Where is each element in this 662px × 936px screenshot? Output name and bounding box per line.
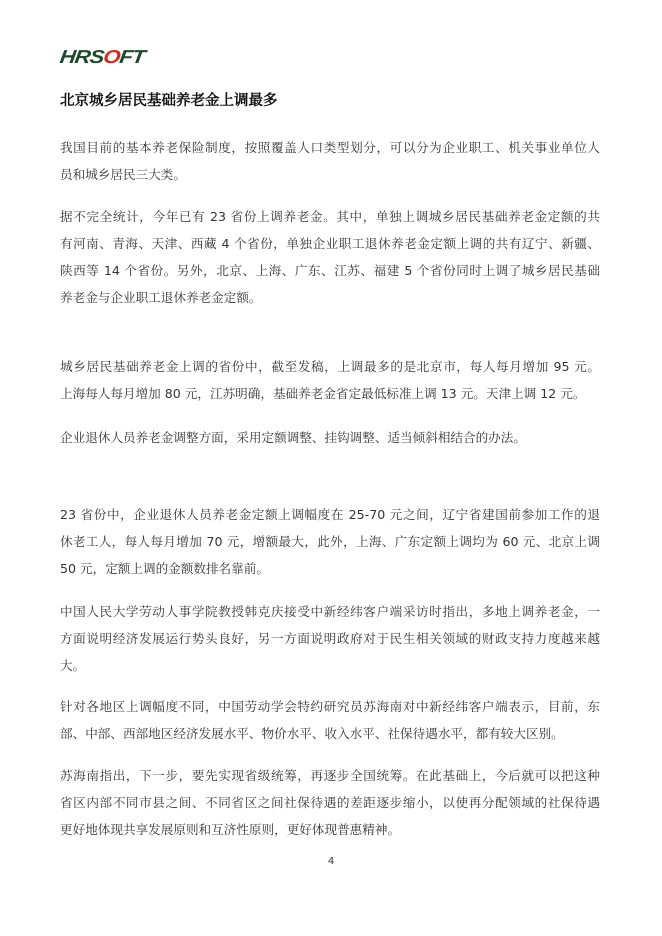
paragraph-line: 城乡居民基础养老金上调的省份中，截至发稿，上调最多的是北京市，每人每月增加 95 元。 xyxy=(60,359,600,374)
paragraph xyxy=(60,602,600,683)
paragraph-line: 据不完全统计，今年已有 23 省份上调养老金。其中，单独上调城乡居民基础养老金定额的共 xyxy=(60,209,600,224)
paragraph-line: 苏海南指出，下一步，要先实现省级统筹，再逐步全国统筹。在此基础上，今后就可以把这种 xyxy=(60,768,600,783)
paragraph xyxy=(60,357,600,411)
paragraph-line: 上海每人每月增加 80 元，江苏明确，基础养老金省定最低标准上调 13 元。天津上调 12 元。 xyxy=(60,386,586,401)
logo-part: HRS xyxy=(58,45,106,68)
paragraph-line: 中国人民大学劳动人事学院教授韩克庆接受中新经纬客户端采访时指出，多地上调养老金，一 xyxy=(60,604,600,619)
article-title: 北京城乡居民基础养老金上调最多 xyxy=(60,93,278,109)
paragraph-line: 陕西等 14 个省份。另外，北京、上海、广东、江苏、福建 5 个省份同时上调了城乡居民基础 xyxy=(60,263,600,278)
paragraph xyxy=(60,428,600,455)
paragraph-line: 省区内部不同市县之间、不同省区之间社保待遇的差距逐步缩小，以使再分配领域的社保待遇 xyxy=(60,795,600,810)
hrsoft-logo xyxy=(58,46,146,68)
paragraph-line: 方面说明经济发展运行势头良好，另一方面说明政府对于民生相关领域的财政支持力度越来越 xyxy=(60,631,600,646)
paragraph xyxy=(60,505,600,586)
paragraph-line: 企业退休人员养老金调整方面，采用定额调整、挂钩调整、适当倾斜相结合的办法。 xyxy=(60,430,526,445)
paragraph-line: 更好地体现共享发展原则和互济性原则，更好体现普惠精神。 xyxy=(60,822,401,837)
paragraph xyxy=(60,766,600,847)
paragraph-line: 23 省份中，企业退休人员养老金定额上调幅度在 25-70 元之间，辽宁省建国前参加工作的退 xyxy=(60,507,600,522)
paragraph-line: 我国目前的基本养老保险制度，按照覆盖人口类型划分，可以分为企业职工、机关事业单位人 xyxy=(60,140,600,155)
logo-part: O xyxy=(102,45,122,68)
page-number: 4 xyxy=(327,856,335,867)
paragraph xyxy=(60,697,600,751)
logo-part: FT xyxy=(118,45,147,68)
paragraph-line: 有河南、青海、天津、西藏 4 个省份，单独企业职工退休养老金定额上调的共有辽宁、新疆、 xyxy=(60,236,600,251)
paragraph xyxy=(60,207,600,315)
paragraph-line: 休老工人，每人每月增加 70 元，增额最大，此外，上海、广东定额上调均为 60 元、北京上调 xyxy=(60,534,600,549)
paragraph-line: 员和城乡居民三大类。 xyxy=(60,167,186,182)
paragraph xyxy=(60,138,600,192)
paragraph-line: 针对各地区上调幅度不同，中国劳动学会特约研究员苏海南对中新经纬客户端表示，目前，东 xyxy=(60,699,600,714)
paragraph-line: 50 元，定额上调的金额数排名靠前。 xyxy=(60,561,269,576)
paragraph-line: 养老金与企业职工退休养老金定额。 xyxy=(60,290,262,305)
paragraph-line: 大。 xyxy=(60,658,86,673)
paragraph-line: 部、中部、西部地区经济发展水平、物价水平、收入水平、社保待遇水平，都有较大区别。 xyxy=(60,726,564,741)
